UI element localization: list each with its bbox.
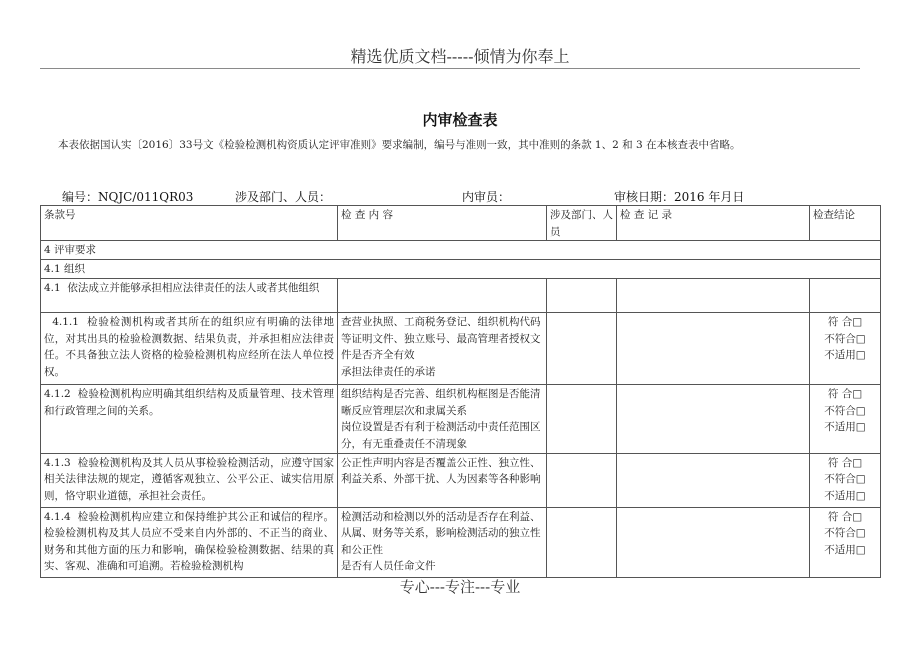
table-row [41,313,881,385]
conclusion-option[interactable]: 不符合□ [824,332,866,345]
header-record: 检 查 记 录 [617,206,810,241]
section-title: 4 评审要求 [41,241,881,260]
conclusion-option[interactable]: 符 合□ [827,316,863,329]
section-row [41,241,881,260]
dept-cell[interactable] [547,313,617,385]
conclusion-option[interactable]: 不符合□ [824,404,866,417]
check-content-cell: 公正性声明内容是否覆盖公正性、独立性、利益关系、外部干扰、人为因素等各种影响 [338,453,547,507]
document-title: 内审检查表 [422,111,498,129]
header-content: 检 查 内 容 [338,206,547,241]
check-content-cell: 查营业执照、工商税务登记、组织机构代码等证明文件、独立账号、最高管理者授权文件是否齐全有效 承担法律责任的承诺 [338,313,547,385]
dept-cell[interactable] [547,279,617,313]
check-content-cell: 组织结构是否完善、组织机构框图是否能清晰反应管理层次和隶属关系 岗位设置是否有利于检测活动中责任范围区分，有无重叠责任不清现象 [338,385,547,453]
meta-code: 编号：NQJC/011QR03 [62,190,194,204]
clause-cell: 4.1 依法成立并能够承担相应法律责任的法人或者其他组织 [41,279,338,313]
meta-auditor: 内审员： [462,190,511,204]
table-row [41,507,881,577]
header-dept: 涉及部门、人员 [547,206,617,241]
conclusion-cell [810,385,881,453]
dept-cell[interactable] [547,453,617,507]
table-row [41,453,881,507]
page-header: 精选优质文档-----倾情为你奉上 [350,47,570,66]
page-footer: 专心---专注---专业 [399,578,521,596]
table-row [41,279,881,313]
clause-cell: 4.1.2 检验检测机构应明确其组织结构及质量管理、技术管理和行政管理之间的关系。 [41,385,338,453]
clause-cell: 4.1.3 检验检测机构及其人员从事检验检测活动，应遵守国家相关法律法规的规定，遵循客观独立、公平公正、诚实信用原则，恪守职业道德，承担社会责任。 [41,453,338,507]
conclusion-option[interactable]: 符 合□ [827,456,863,469]
record-cell[interactable] [617,453,810,507]
intro-text: 本表依据国认实〔2016〕33号文《检验检测机构资质认定评审准则》要求编制，编号与准则一致，其中准则的条款 1、2 和 3 在本核查表中省略。 [58,139,741,151]
conclusion-option[interactable]: 不符合□ [824,473,866,486]
header-clause: 条款号 [41,206,338,241]
conclusion-cell [810,313,881,385]
conclusion-option[interactable]: 不符合□ [824,527,866,540]
check-content-cell [338,279,547,313]
header-rule [40,68,860,69]
conclusion-option[interactable]: 符 合□ [827,510,863,523]
dept-cell[interactable] [547,507,617,577]
conclusion-cell [810,507,881,577]
conclusion-option[interactable]: 符 合□ [827,388,863,401]
conclusion-option[interactable]: 不适用□ [824,489,866,502]
check-content-cell: 检测活动和检测以外的活动是否存在利益、从属、财务等关系，影响检测活动的独立性和公正性 是否有人员任命文件 [338,507,547,577]
subsection-row [41,260,881,279]
record-cell[interactable] [617,279,810,313]
record-cell[interactable] [617,385,810,453]
audit-checklist-table [40,205,881,578]
record-cell[interactable] [617,313,810,385]
conclusion-option[interactable]: 不适用□ [824,349,866,362]
meta-date: 审核日期：2016 年月日 [614,190,745,204]
record-cell[interactable] [617,507,810,577]
subsection-title: 4.1 组织 [41,260,881,279]
header-conclusion: 检查结论 [810,206,881,241]
conclusion-option[interactable]: 不适用□ [824,421,866,434]
clause-cell: 4.1.4 检验检测机构应建立和保持维护其公正和诚信的程序。检验检测机构及其人员应不受来自内外部的、不正当的商业、财务和其他方面的压力和影响，确保检验检测数据、结果的真实、客观、准确和可追溯。若检验检测机构 [41,507,338,577]
conclusion-option[interactable]: 不适用□ [824,543,866,556]
dept-cell[interactable] [547,385,617,453]
table-row [41,385,881,453]
meta-dept: 涉及部门、人员： [235,190,332,204]
clause-cell: 4.1.1 检验检测机构或者其所在的组织应有明确的法律地位，对其出具的检验检测数据、结果负责，并承担相应法律责任。不具备独立法人资格的检验检测机构应经所在法人单位授权。 [41,313,338,385]
conclusion-cell [810,453,881,507]
conclusion-cell [810,279,881,313]
table-header-row [41,206,881,241]
